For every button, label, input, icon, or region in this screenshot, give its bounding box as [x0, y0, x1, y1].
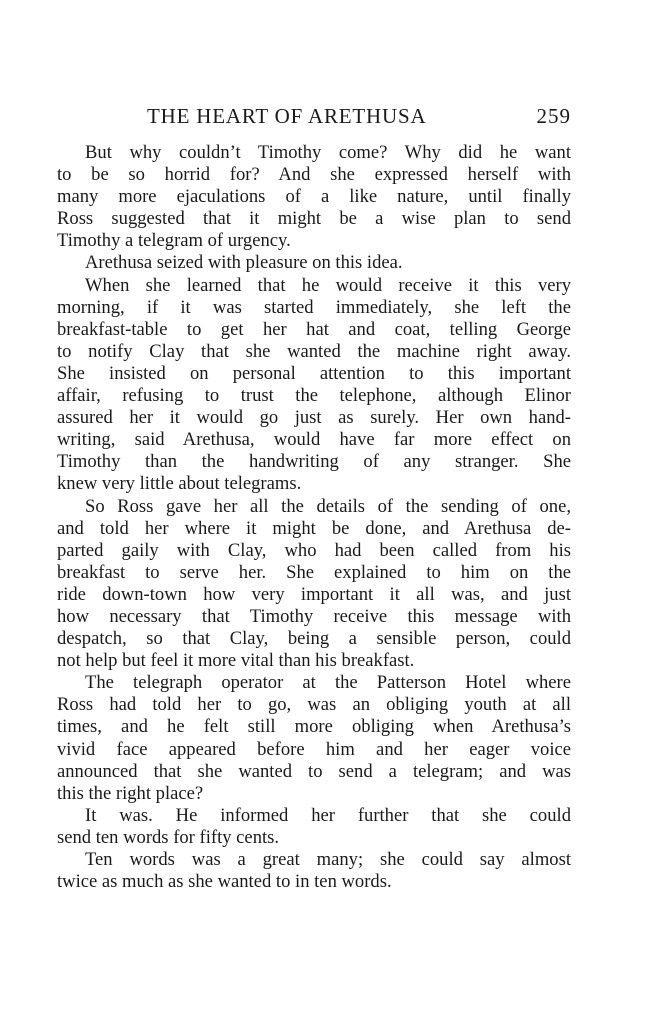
text-line: assured her it would go just as surely. Her own hand-: [57, 407, 571, 429]
text-line: twice as much as she wanted to in ten words.: [57, 871, 392, 893]
text-line: to be so horrid for? And she expressed herself with: [57, 164, 571, 186]
text-line: The telegraph operator at the Patterson Hotel where: [85, 672, 571, 694]
text-line: parted gaily with Clay, who had been called from his: [57, 539, 571, 561]
text-line: many more ejaculations of a like nature, until finally: [57, 186, 571, 208]
text-line: She insisted on personal attention to this important: [57, 362, 571, 384]
text-line: Ross had told her to go, was an obliging youth at all: [57, 694, 571, 716]
text-line: When she learned that he would receive it this very: [85, 274, 571, 296]
text-line: Arethusa seized with pleasure on this idea.: [85, 252, 403, 274]
text-line: not help but feel it more vital than his breakfast.: [57, 650, 415, 672]
text-line: knew very little about telegrams.: [57, 473, 302, 495]
text-line: Ross suggested that it might be a wise plan to send: [57, 208, 571, 230]
text-line: affair, refusing to trust the telephone, although Elinor: [57, 385, 571, 407]
book-page: [57, 104, 571, 893]
text-line: breakfast to serve her. She explained to him on the: [57, 561, 571, 583]
text-line: morning, if it was started immediately, she left the: [57, 296, 571, 318]
body-text: [57, 142, 571, 893]
text-line: vivid face appeared before him and her eager voice: [57, 738, 571, 760]
text-line: writing, said Arethusa, would have far more effect on: [57, 429, 571, 451]
text-line: breakfast-table to get her hat and coat, telling George: [57, 318, 571, 340]
text-line: ride down-town how very important it all was, and just: [57, 583, 571, 605]
text-line: But why couldn’t Timothy come? Why did he want: [85, 142, 571, 163]
page-number: 259: [536, 104, 571, 128]
text-line: how necessary that Timothy receive this message with: [57, 605, 571, 627]
text-line: send ten words for fifty cents.: [57, 826, 280, 848]
text-line: and told her where it might be done, and Arethusa de-: [57, 517, 571, 539]
text-line: Ten words was a great many; she could say almost: [85, 849, 571, 870]
text-line: It was. He informed her further that she could: [85, 804, 571, 826]
text-line: times, and he felt still more obliging when Arethusa’s: [57, 716, 571, 738]
text-line: Timothy than the handwriting of any stranger. She: [57, 451, 571, 473]
text-line: to notify Clay that she wanted the machine right away.: [57, 340, 571, 362]
text-line: So Ross gave her all the details of the sending of one,: [85, 495, 571, 517]
text-line: this the right place?: [57, 782, 204, 804]
running-head: [57, 104, 571, 134]
text-line: Timothy a telegram of urgency.: [57, 230, 291, 252]
text-line: announced that she wanted to send a telegram; and was: [57, 760, 571, 782]
text-line: despatch, so that Clay, being a sensible person, could: [57, 628, 571, 650]
running-title: THE HEART OF ARETHUSA: [147, 104, 427, 128]
